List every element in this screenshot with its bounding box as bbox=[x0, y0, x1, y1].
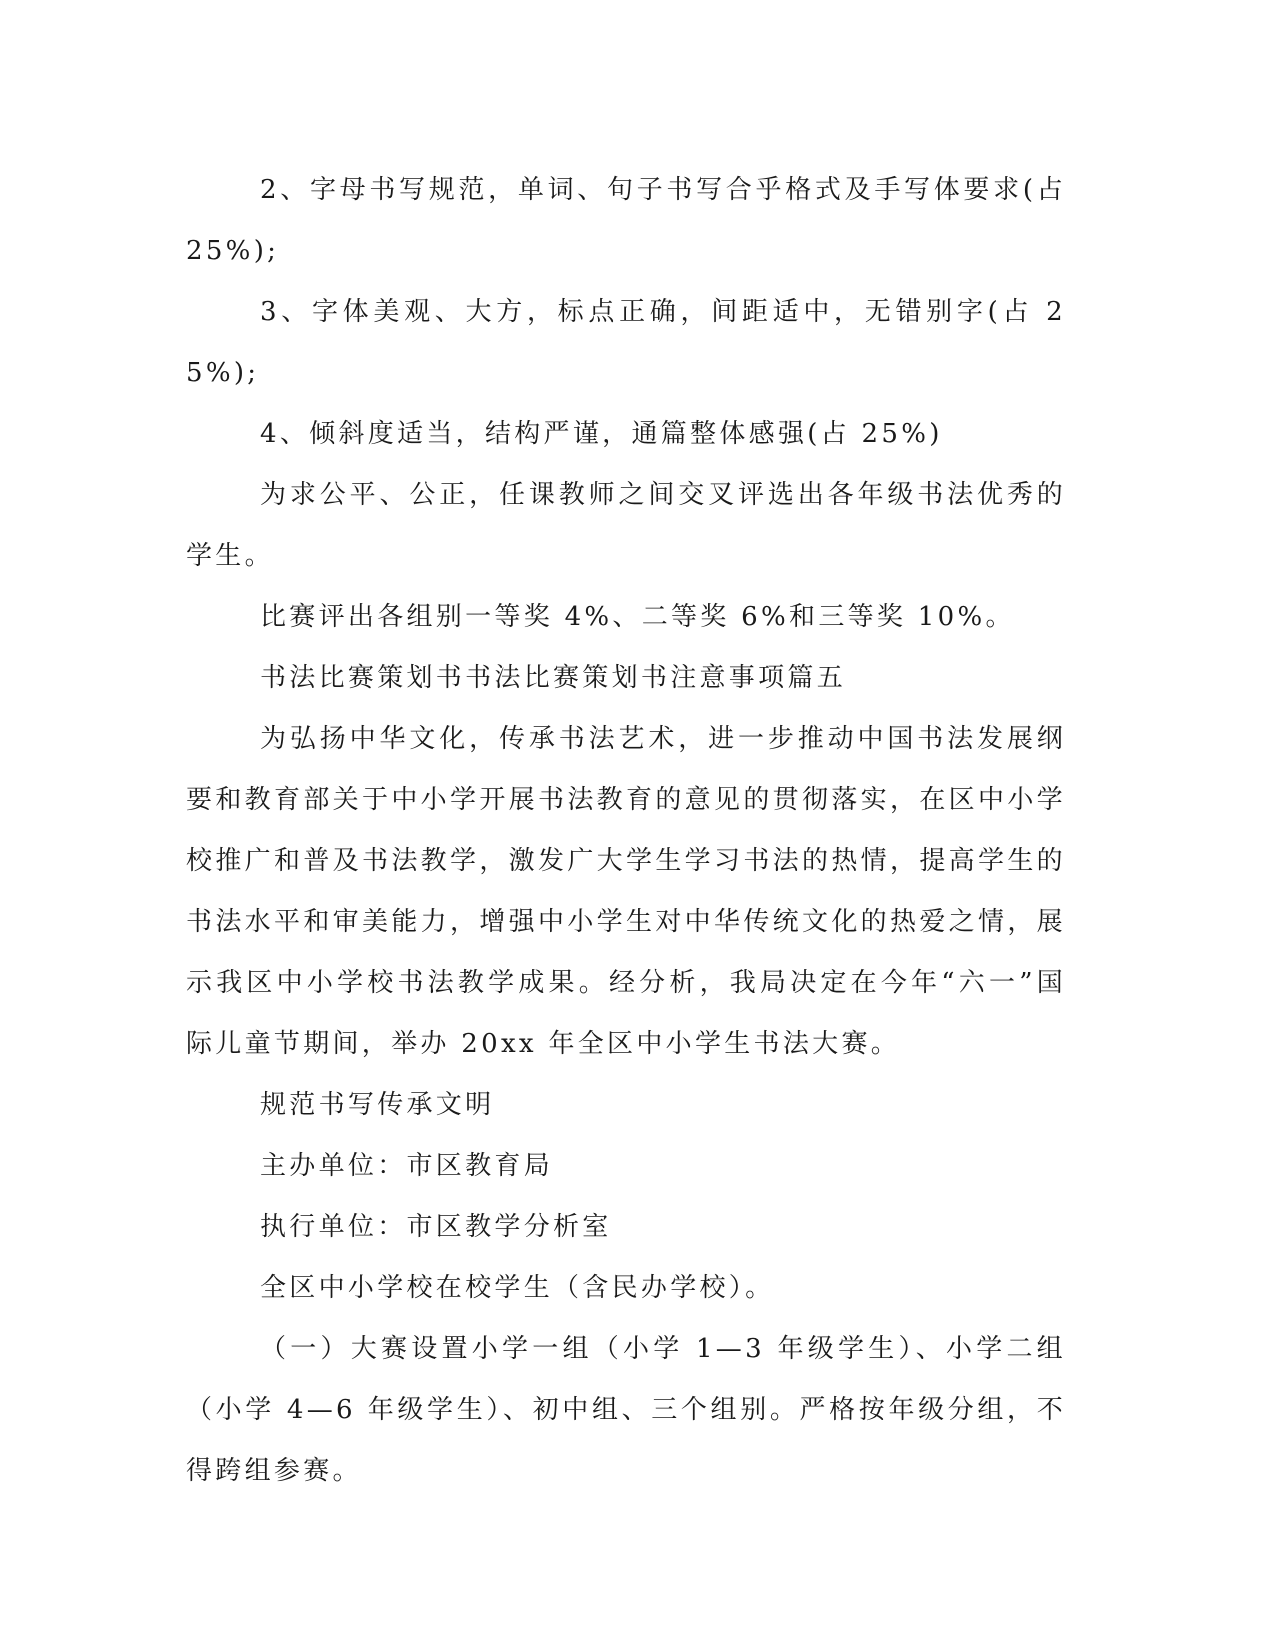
criteria-item-3: 3、字体美观、大方，标点正确，间距适中，无错别字(占 25%); bbox=[186, 297, 1066, 388]
criteria-item-2: 2、字母书写规范，单词、句子书写合乎格式及手写体要求(占25%); bbox=[186, 175, 1066, 266]
criteria-item-4: 4、倾斜度适当，结构严谨，通篇整体感强(占 25%) bbox=[260, 419, 943, 449]
executor-line: 执行单位：市区教学分析室 bbox=[260, 1212, 612, 1242]
groups-paragraph: （一）大赛设置小学一组（小学 1—3 年级学生）、小学二组（小学 4—6 年级学生）、初中组、三个组别。严格按年级分组，不得跨组参赛。 bbox=[186, 1334, 1066, 1486]
awards-paragraph: 比赛评出各组别一等奖 4%、二等奖 6%和三等奖 10%。 bbox=[260, 602, 1015, 632]
intro-paragraph: 为弘扬中华文化，传承书法艺术，进一步推动中国书法发展纲要和教育部关于中小学开展书法教育的意见的贯彻落实，在区中小学校推广和普及书法教学，激发广大学生学习书法的热情，提高学生的书法水平和审美能力，增强中小学生对中华传统文化的热爱之情，展示我区中小学校书法教学成果。经分析，我局决定在今年“六一”国际儿童节期间，举办 20xx 年全区中小学生书法大赛。 bbox=[186, 724, 1066, 1059]
participants-line: 全区中小学校在校学生（含民办学校）。 bbox=[260, 1273, 775, 1303]
organizer-line: 主办单位：市区教育局 bbox=[260, 1151, 554, 1181]
document-body bbox=[186, 160, 1066, 1502]
fairness-paragraph: 为求公平、公正，任课教师之间交叉评选出各年级书法优秀的学生。 bbox=[186, 480, 1066, 571]
section-heading: 书法比赛策划书书法比赛策划书注意事项篇五 bbox=[260, 663, 847, 693]
theme-line: 规范书写传承文明 bbox=[260, 1090, 495, 1120]
